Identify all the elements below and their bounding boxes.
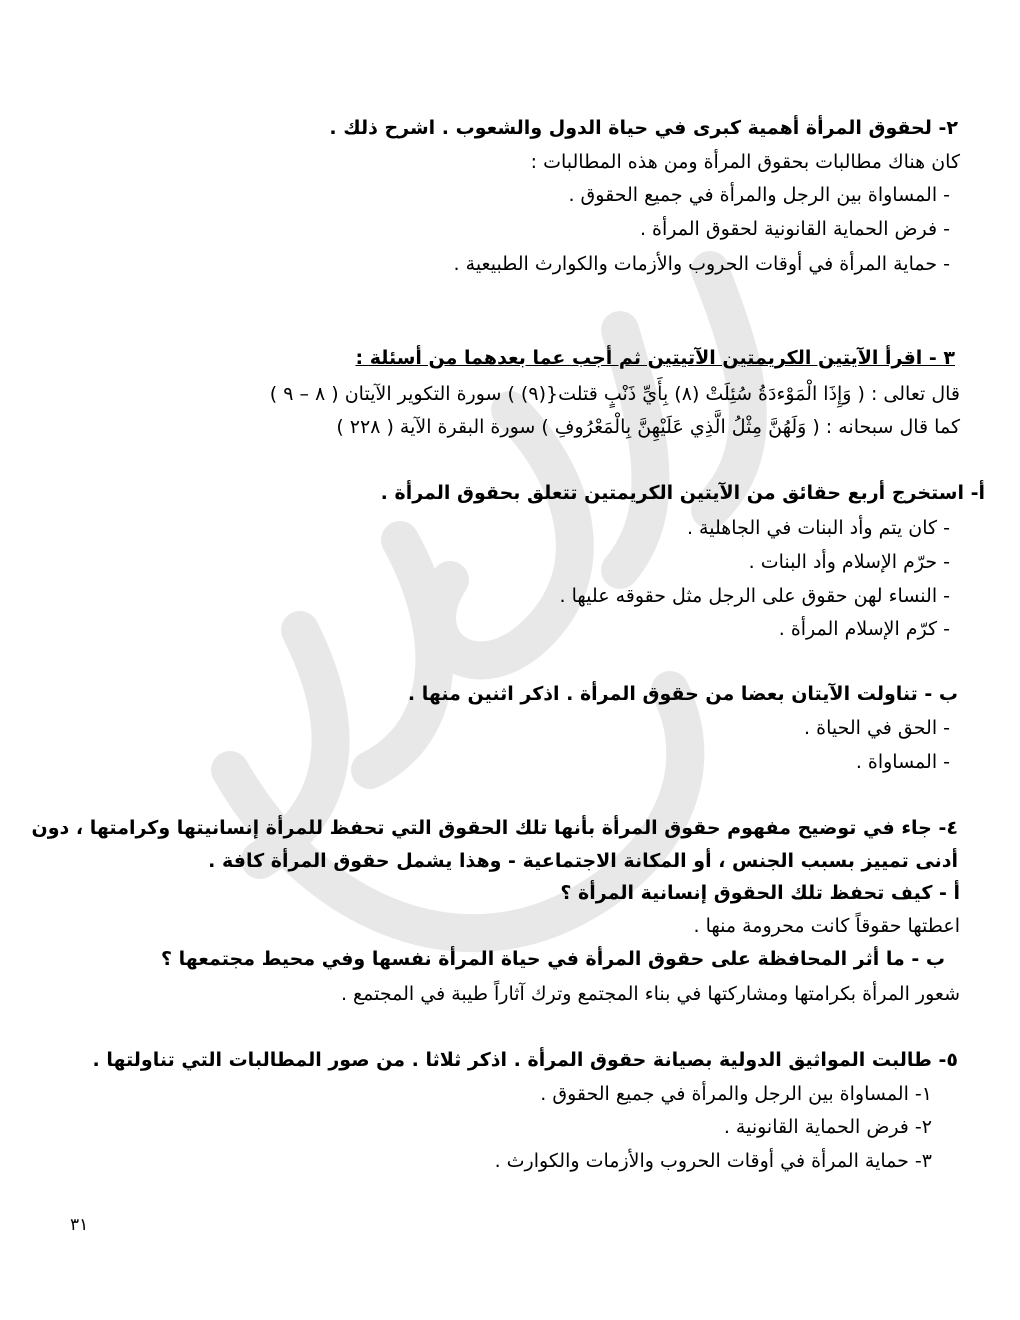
q5-item-2: ٢- فرض الحماية القانونية .: [723, 1116, 932, 1138]
q3-a-item-1: - كان يتم وأد البنات في الجاهلية .: [686, 517, 950, 539]
q4-b-title: ب - ما أثر المحافظة على حقوق المرأة في حياة المرأة نفسها وفي محيط مجتمعها ؟: [160, 948, 945, 970]
q2-item-1: - المساواة بين الرجل والمرأة في جميع الحقوق .: [568, 184, 950, 206]
q3-verse-1: قال تعالى : ( وَإِذَا الْمَوْءدَةُ سُئِلَتْ (٨) بِأَيِّ ذَنْبٍ قتلت{(٩) ) سورة التكوير الآيتان ( ٨ – ٩ ): [269, 383, 960, 405]
q3-a-title: أ- استخرج أربع حقائق من الآيتين الكريمتين تتعلق بحقوق المرأة .: [380, 482, 985, 504]
q4-line-1: ٤- جاء في توضيح مفهوم حقوق المرأة بأنها تلك الحقوق التي تحفظ للمرأة إنسانيتها وكرامتها ، دون: [31, 817, 958, 839]
q3-title: ٣ - اقرأ الآيتين الكريمتين الآتيتين ثم أجب عما بعدهما من أسئلة :: [355, 347, 955, 369]
q5-title: ٥- طالبت المواثيق الدولية بصيانة حقوق المرأة . اذكر ثلاثا . من صور المطالبات التي تناولتها .: [92, 1049, 958, 1071]
q2-item-2: - فرض الحماية القانونية لحقوق المرأة .: [639, 218, 950, 240]
q3-a-item-2: - حرّم الإسلام وأد البنات .: [748, 551, 950, 573]
q4-a-answer: اعطتها حقوقاً كانت محرومة منها .: [693, 915, 960, 937]
q3-a-item-3: - النساء لهن حقوق على الرجل مثل حقوقه عليها .: [559, 585, 950, 607]
q4-a-title: أ - كيف تحفظ تلك الحقوق إنسانية المرأة ؟: [560, 882, 960, 904]
q3-b-item-1: - الحق في الحياة .: [804, 717, 950, 739]
q3-verse-2: كما قال سبحانه : ( وَلَهُنَّ مِثْلُ الَّذِي عَلَيْهِنَّ بِالْمَعْرُوفِ ) سورة البقرة الآية ( ٢٢٨ ): [336, 416, 960, 438]
q2-title: ٢- لحقوق المرأة أهمية كبرى في حياة الدول والشعوب . اشرح ذلك .: [329, 117, 958, 139]
q3-a-item-4: - كرّم الإسلام المرأة .: [778, 618, 950, 640]
q5-item-3: ٣- حماية المرأة في أوقات الحروب والأزمات والكوارث .: [494, 1150, 932, 1172]
q2-intro: كان هناك مطالبات بحقوق المرأة ومن هذه المطالبات :: [530, 151, 960, 173]
q3-b-title: ب - تناولت الآيتان بعضا من حقوق المرأة . اذكر اثنين منها .: [407, 683, 958, 705]
q2-item-3: - حماية المرأة في أوقات الحروب والأزمات والكوارث الطبيعية .: [453, 253, 950, 275]
q5-item-1: ١- المساواة بين الرجل والمرأة في جميع الحقوق .: [540, 1083, 932, 1105]
page-number: ٣١: [70, 1215, 89, 1235]
q4-line-2: أدنى تمييز بسبب الجنس ، أو المكانة الاجتماعية - وهذا يشمل حقوق المرأة كافة .: [208, 850, 958, 872]
q4-b-answer: شعور المرأة بكرامتها ومشاركتها في بناء المجتمع وترك آثاراً طيبة في المجتمع .: [340, 983, 960, 1005]
q3-b-item-2: - المساواة .: [855, 751, 950, 773]
